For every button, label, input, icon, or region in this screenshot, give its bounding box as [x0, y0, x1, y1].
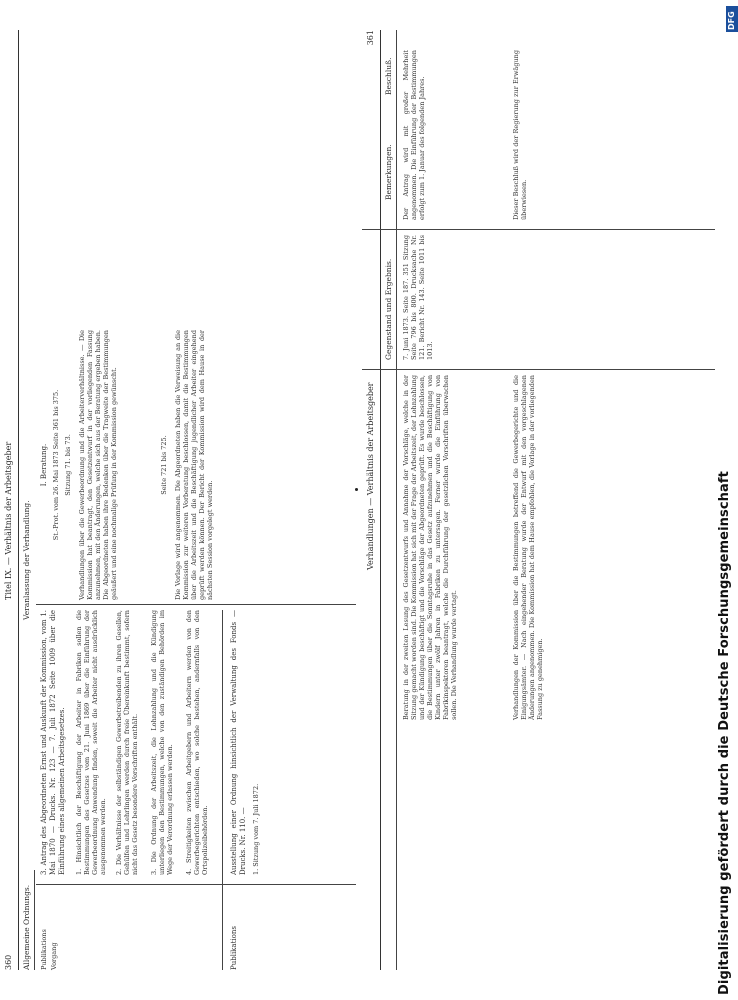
header-rule	[18, 30, 19, 970]
page-number: 360	[4, 954, 13, 970]
column-head: Gegenstand und Ergebnis.	[384, 258, 393, 360]
margin-label: Vorgang	[50, 942, 58, 970]
running-head-text: Verhandlungen — Verhältnis der Arbeitsgeber	[366, 382, 375, 570]
section-rule	[222, 610, 223, 970]
column-rule	[34, 870, 35, 970]
dfg-logo	[726, 6, 738, 32]
column-divider	[362, 229, 722, 230]
paragraph: Sitzung 71. bis 73.	[64, 434, 72, 496]
column-head-right: Veranlassung der Verhandlung.	[22, 500, 31, 620]
dfg-sidebar	[715, 0, 738, 1000]
column-head: Bemerkungen.	[384, 144, 393, 200]
margin-label: Publikations	[40, 929, 48, 970]
paragraph: Verhandlungen der Kommission über die Bestimmungen betreffend die Gewerbegerichte und die Einigungsämter. — Nach eingehender Beratung wurde der Entwurf mit den vorgeschlagenen Änderungen angenommen. Die Kommission hat dem Hause empfohlen, die Vorlage in der vorliegenden Fassung zu genehmigen.	[512, 375, 544, 720]
running-head	[4, 30, 18, 970]
section-heading: Seite 721 bis 725.	[160, 435, 168, 495]
margin-label: Publikations	[230, 926, 238, 970]
column-head: Beschluß.	[384, 57, 393, 95]
paragraph: 3. Antrag des Abgeordneten Ernst und Auskunft der Kommission, vom 1. Mai 1870 — Drucks. Nr. 123 — 7. Juli 1872 Seite 1009 über die Einführung eines allgemeinen Arbeitsgesetzes.	[40, 610, 66, 875]
column-divider	[36, 604, 356, 605]
registration-mark	[355, 488, 358, 491]
column-rule	[396, 30, 397, 970]
paragraph: 3. Die Ordnung der Arbeitszeit, die Lohnzahlung und die Kündigung unterliegen den Bestimmungen, welche von den zuständigen Behörden im Wege der Verordnung erlassen werden.	[150, 610, 174, 875]
paragraph: Verhandlungen über die Gewerbeordnung und die Arbeiterverhältnisse. — Die Kommission hat beantragt, den Gesetzentwurf in der vorliegenden Fassung anzunehmen, mit den Änderungen, welche sich aus der Beratung ergeben haben. Die Abgeordneten haben ihre Bedenken über die Tragweite der Bestimmungen geäußert und eine nochmalige Prüfung in der Kommission gewünscht.	[78, 330, 118, 600]
right-page	[362, 0, 722, 1000]
column-divider	[362, 369, 722, 370]
dfg-logo-text: DFG	[727, 11, 736, 30]
paragraph: St.-Prot. vom 26. Mai 1873 Seite 361 bis 375.	[52, 389, 60, 541]
section-heading: I. Beratung.	[40, 443, 48, 487]
paragraph: Der Antrag wird mit großer Mehrheit angenommen. Die Einführung der Bestimmungen erfolgt zum 1. Januar des folgenden Jahres.	[402, 50, 426, 220]
paragraph: 1. Sitzung vom 7. Juli 1872.	[252, 783, 260, 875]
paragraph: 4. Streitigkeiten zwischen Arbeitgebern und Arbeitern werden von den Gewerbegerichten entschieden, wo solche bestehen, andernfalls von den Ortspolizeibehörden.	[185, 610, 209, 875]
page-number: 361	[366, 30, 375, 46]
paragraph: 1. Hinsichtlich der Beschäftigung der Arbeiter in Fabriken sollen die Bestimmungen des Gesetzes vom 21. Juni 1869 über die Einführung der Gewerbeordnung Anwendung finden, soweit die Arbeiter nicht ausdrücklich ausgenommen werden.	[75, 610, 107, 875]
paragraph: 7. Juni 1873. Seite 187. 351 Sitzung Seite 796 bis 800. Drucksache Nr. 121. Bericht Nr. 143. Seite 1011 bis 1013.	[402, 235, 434, 360]
left-page	[0, 0, 360, 1000]
header-rule	[380, 30, 381, 970]
paragraph: Ausstellung einer Ordnung hinsichtlich der Verwaltung des Fonds — Drucks. Nr. 110. —	[230, 610, 247, 875]
running-head-text: Titel IX. — Verhältnis der Arbeitsgeber	[4, 441, 13, 600]
column-head-left: Allgemeine Ordnungs.	[22, 884, 31, 970]
paragraph: Beratung in der zweiten Lesung des Gesetzentwurfs und Annahme der Vorschläge, welche in der Sitzung gemacht worden sind. Die Kommission hat sich mit der Frage der Arbeitszeit, der Lohnzahlung und der Kündigung beschäftigt und die Vorschläge der Abgeordneten geprüft. Es wurde beschlossen, die Bestimmungen über die Sonntagsruhe in das Gesetz aufzunehmen und die Beschäftigung von Kindern unter zwölf Jahren in Fabriken zu untersagen. Ferner wurde die Einführung von Fabrikinspektoren beantragt, welche die Durchführung der gesetzlichen Vorschriften überwachen sollen. Die Verhandlung wurde vertagt.	[402, 375, 458, 720]
sidebar-text: Digitalisierung gefördert durch die Deutsche Forschungsgemeinschaft	[717, 471, 732, 995]
column-divider	[36, 884, 356, 885]
running-head	[366, 30, 380, 970]
paragraph: 2. Die Verhältnisse der selbständigen Gewerbetreibenden zu ihren Gesellen, Gehülfen und Lehrlingen werden durch freie Übereinkunft bestimmt, sofern nicht das Gesetz besondere Vorschriften enthält.	[115, 610, 139, 875]
paragraph: Dieser Beschluß wird der Regierung zur Erwägung überwiesen.	[512, 50, 528, 220]
paragraph: Die Vorlage wird angenommen. Die Abgeordneten haben die Verweisung an die Kommission zur weiteren Vorberatung beschlossen, damit die Bestimmungen über die Arbeitszeit und die Beschäftigung jugendlicher Arbeiter eingehend geprüft werden können. Der Bericht der Kommission wird dem Hause in der nächsten Session vorgelegt werden.	[174, 330, 214, 600]
